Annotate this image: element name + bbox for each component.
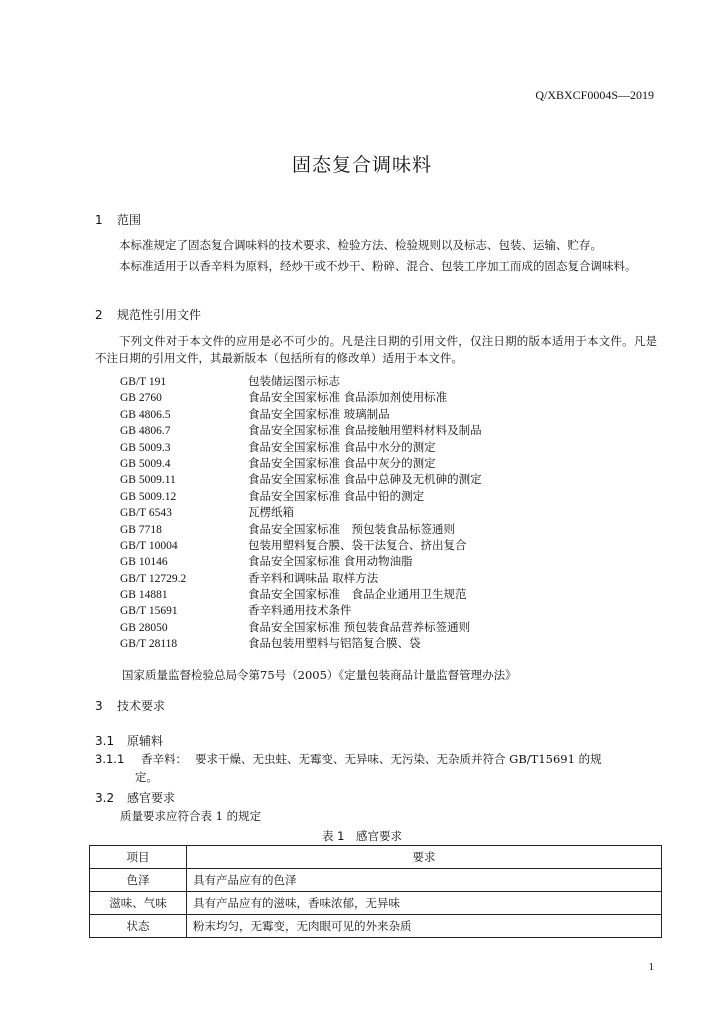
clause-text: 要求干燥、无虫蛀、无霉变、无异味、无污染、无杂质并符合 GB/T15691 的规 xyxy=(195,752,602,766)
reference-code: GB/T 10004 xyxy=(120,539,178,552)
reference-code: GB 5009.3 xyxy=(120,441,171,454)
clause-label: 香辛料： xyxy=(141,752,187,766)
section-1-paragraph-2: 本标准适用于以香辛料为原料，经炒干或不炒干、粉碎、混合、包装工序加工而成的固态复合调味料。 xyxy=(119,259,637,273)
reference-code: GB/T 28118 xyxy=(120,638,178,651)
table-header-cell: 项目 xyxy=(90,846,187,869)
reference-code: GB 4806.5 xyxy=(120,408,171,421)
subsection-3-2-paragraph: 质量要求应符合表 1 的规定 xyxy=(120,809,262,823)
reference-name: 食品安全国家标准 食品中铅的测定 xyxy=(248,488,425,503)
reference-code: GB/T 15691 xyxy=(120,605,178,618)
reference-row xyxy=(120,488,482,504)
section-3-heading xyxy=(95,697,165,714)
clause-3-1-1-continuation: 定。 xyxy=(135,770,158,784)
reference-row xyxy=(120,570,482,586)
reference-code: GB 5009.12 xyxy=(120,490,177,503)
table-row xyxy=(90,869,662,892)
reference-name: 食品安全国家标准 预包装食品标签通则 xyxy=(248,521,455,536)
reference-code: GB/T 191 xyxy=(120,376,167,388)
reference-name: 食品安全国家标准 食用动物油脂 xyxy=(248,554,413,569)
table-cell: 滋味、气味 xyxy=(90,892,187,915)
reference-name: 瓦楞纸箱 xyxy=(248,505,294,520)
table-cell: 色泽 xyxy=(90,869,187,892)
reference-code: GB 14881 xyxy=(120,589,168,602)
reference-name: 香辛料和调味品 取样方法 xyxy=(248,570,379,585)
table-caption: 表 1 感官要求 xyxy=(322,829,402,843)
reference-name: 食品包装用塑料与铝箔复合膜、袋 xyxy=(248,636,421,651)
section-number: 3 xyxy=(95,699,103,713)
normative-reference-list xyxy=(120,373,482,652)
reference-name: 食品安全国家标准 食品企业通用卫生规范 xyxy=(248,587,467,602)
reference-row xyxy=(120,389,482,405)
reference-code: GB 2760 xyxy=(120,392,162,405)
subsection-number: 3.1 xyxy=(95,734,115,748)
reference-code: GB 5009.4 xyxy=(120,457,171,470)
reference-code: GB/T 6543 xyxy=(120,507,172,520)
reference-row xyxy=(120,602,482,618)
standard-code: Q/XBXCF0004S—2019 xyxy=(535,88,654,102)
reference-row xyxy=(120,521,482,537)
document-title: 固态复合调味料 xyxy=(291,154,432,176)
reference-code: GB 7718 xyxy=(120,523,162,536)
reference-row xyxy=(120,406,482,422)
reference-name: 香辛料通用技术条件 xyxy=(248,603,352,618)
reference-name: 食品安全国家标准 食品中总砷及无机砷的测定 xyxy=(248,472,482,487)
reference-row xyxy=(120,586,482,602)
subsection-3-1-heading xyxy=(95,732,163,749)
section-2-paragraph: 下列文件对于本文件的应用是必不可少的。凡是注日期的引用文件，仅注日期的版本适用于本文件。凡是不注日期的引用文件，其最新版本（包括所有的修改单）适用于本文件。 xyxy=(95,334,657,365)
section-number: 1 xyxy=(95,213,103,227)
reference-row xyxy=(120,553,482,569)
table-cell: 具有产品应有的滋味，香味浓郁，无异味 xyxy=(187,892,662,915)
reference-row xyxy=(120,537,482,553)
section-2-heading xyxy=(95,306,201,323)
reference-code: GB 4806.7 xyxy=(120,425,171,438)
table-header-cell: 要求 xyxy=(187,846,662,869)
table-cell: 状态 xyxy=(90,915,187,938)
subsection-number: 3.2 xyxy=(95,791,115,805)
section-1-paragraph-1: 本标准规定了固态复合调味料的技术要求、检验方法、检验规则以及标志、包装、运输、贮存。 xyxy=(119,238,602,252)
reference-code: GB 5009.11 xyxy=(120,474,176,487)
reference-name: 食品安全国家标准 预包装食品营养标签通则 xyxy=(248,619,471,634)
section-number: 2 xyxy=(95,308,103,322)
table-cell: 粉末均匀，无霉变，无肉眼可见的外来杂质 xyxy=(187,915,662,938)
reference-name: 食品安全国家标准 食品添加剂使用标准 xyxy=(248,390,448,405)
reference-row xyxy=(120,422,482,438)
reference-name: 食品安全国家标准 食品中水分的测定 xyxy=(248,439,436,454)
sensory-requirements-table xyxy=(89,845,662,938)
reference-row xyxy=(120,619,482,635)
reference-code: GB/T 12729.2 xyxy=(120,572,187,585)
reference-name: 食品安全国家标准 食品接触用塑料材料及制品 xyxy=(248,423,482,438)
reference-row xyxy=(120,439,482,455)
subsection-title: 感官要求 xyxy=(127,791,176,805)
reference-code: GB 10146 xyxy=(120,556,168,569)
reference-regulation: 国家质量监督检验总局令第75号（2005）《定量包装商品计量监督管理办法》 xyxy=(122,668,517,682)
reference-row xyxy=(120,455,482,471)
clause-3-1-1 xyxy=(95,751,602,767)
subsection-title: 原辅料 xyxy=(127,734,164,748)
section-1-heading xyxy=(95,211,141,228)
section-title: 技术要求 xyxy=(117,699,166,713)
reference-row xyxy=(120,635,482,651)
clause-number: 3.1.1 xyxy=(95,752,125,766)
section-title: 范围 xyxy=(117,213,142,227)
reference-name: 包装用塑料复合膜、袋干法复合、挤出复合 xyxy=(248,537,467,552)
table-row xyxy=(90,915,662,938)
subsection-3-2-heading xyxy=(95,789,175,806)
table-row xyxy=(90,892,662,915)
page-number: 1 xyxy=(648,961,654,973)
reference-name: 包装储运图示标志 xyxy=(248,374,340,388)
reference-row xyxy=(120,504,482,520)
reference-name: 食品安全国家标准 玻璃制品 xyxy=(248,406,390,421)
reference-row xyxy=(120,471,482,487)
section-title: 规范性引用文件 xyxy=(117,308,202,322)
reference-name: 食品安全国家标准 食品中灰分的测定 xyxy=(248,455,436,470)
reference-row xyxy=(120,373,482,389)
table-header-row xyxy=(90,846,662,869)
table-cell: 具有产品应有的色泽 xyxy=(187,869,662,892)
reference-code: GB 28050 xyxy=(120,621,168,634)
